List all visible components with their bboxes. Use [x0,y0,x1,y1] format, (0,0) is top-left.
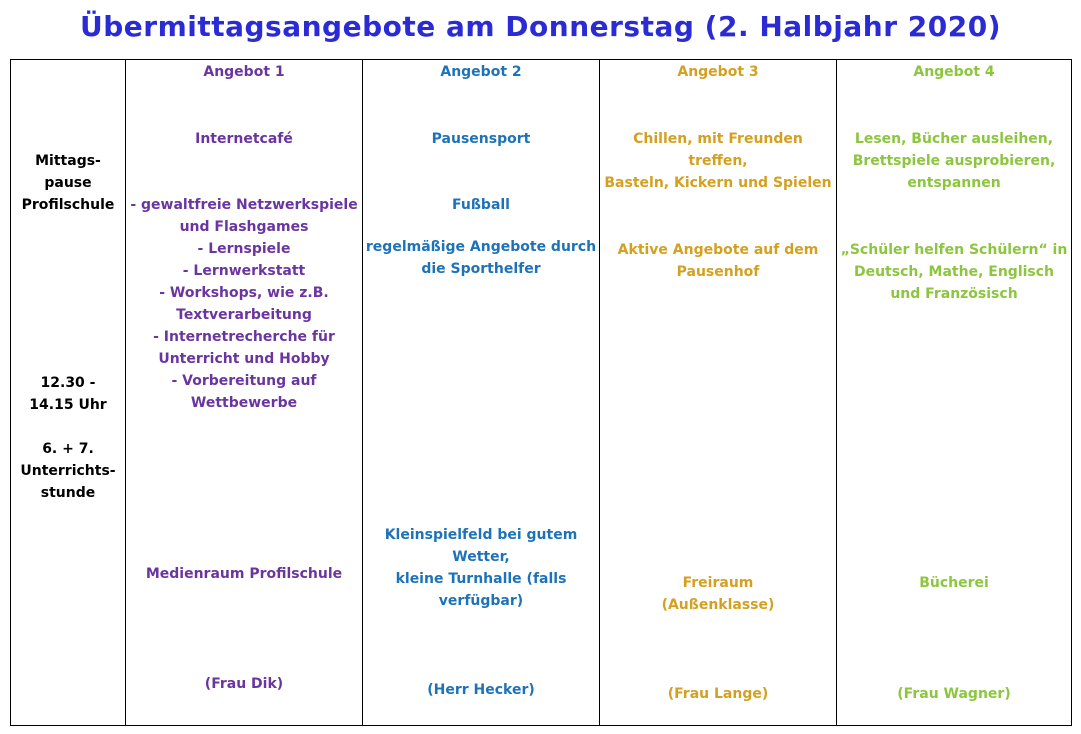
time-label: 12.30 - 14.15 Uhr [29,375,107,413]
angebot-4-person: (Frau Wagner) [897,686,1011,702]
angebot-2-person: (Herr Hecker) [427,682,535,698]
schedule-table [10,59,1072,726]
lessons-label: 6. + 7. Unterrichts- stunde [20,441,116,501]
angebot-4-name: Lesen, Bücher ausleihen, Brettspiele ausprobieren, entspannen [852,131,1056,191]
angebot-2-column [363,60,600,725]
angebot-2-name: Pausensport [431,131,531,147]
angebot-1-details: - gewaltfreie Netzwerkspiele und Flashgames - Lernspiele - Lernwerkstatt - Workshops, wie z.B. Textverarbeitung - Internetrecherche für Unterricht und Hobby - Vorbereitung auf Wettbewerbe [130,197,358,411]
angebot-2-header: Angebot 2 [440,64,522,80]
angebot-3-column [600,60,837,725]
angebot-3-name: Chillen, mit Freunden treffen, Basteln, Kickern und Spielen [604,131,832,191]
angebot-1-column [126,60,363,725]
angebot-3-place: Freiraum (Außenklasse) [661,575,775,613]
angebot-4-header: Angebot 4 [913,64,995,80]
lunch-break-label: Mittags- pause Profilschule [21,153,115,213]
angebot-3-details: Aktive Angebote auf dem Pausenhof [617,242,819,280]
angebot-2-details: regelmäßige Angebote durch die Sporthelfer [365,239,597,277]
angebot-4-details: „Schüler helfen Schülern“ in Deutsch, Mathe, Englisch und Französisch [840,242,1068,302]
page-title: Übermittagsangebote am Donnerstag (2. Halbjahr 2020) [79,10,1002,43]
angebot-1-name: Internetcafé [195,131,293,147]
time-column [11,60,126,725]
angebot-2-sub: Fußball [452,197,510,213]
angebot-3-person: (Frau Lange) [667,686,769,702]
angebot-1-person: (Frau Dik) [204,676,284,692]
angebot-1-header: Angebot 1 [203,64,285,80]
angebot-2-place: Kleinspielfeld bei gutem Wetter, kleine Turnhalle (falls verfügbar) [384,527,578,609]
angebot-4-column [837,60,1071,725]
angebot-4-place: Bücherei [919,575,989,591]
angebot-3-header: Angebot 3 [677,64,759,80]
angebot-1-place: Medienraum Profilschule [145,566,343,582]
